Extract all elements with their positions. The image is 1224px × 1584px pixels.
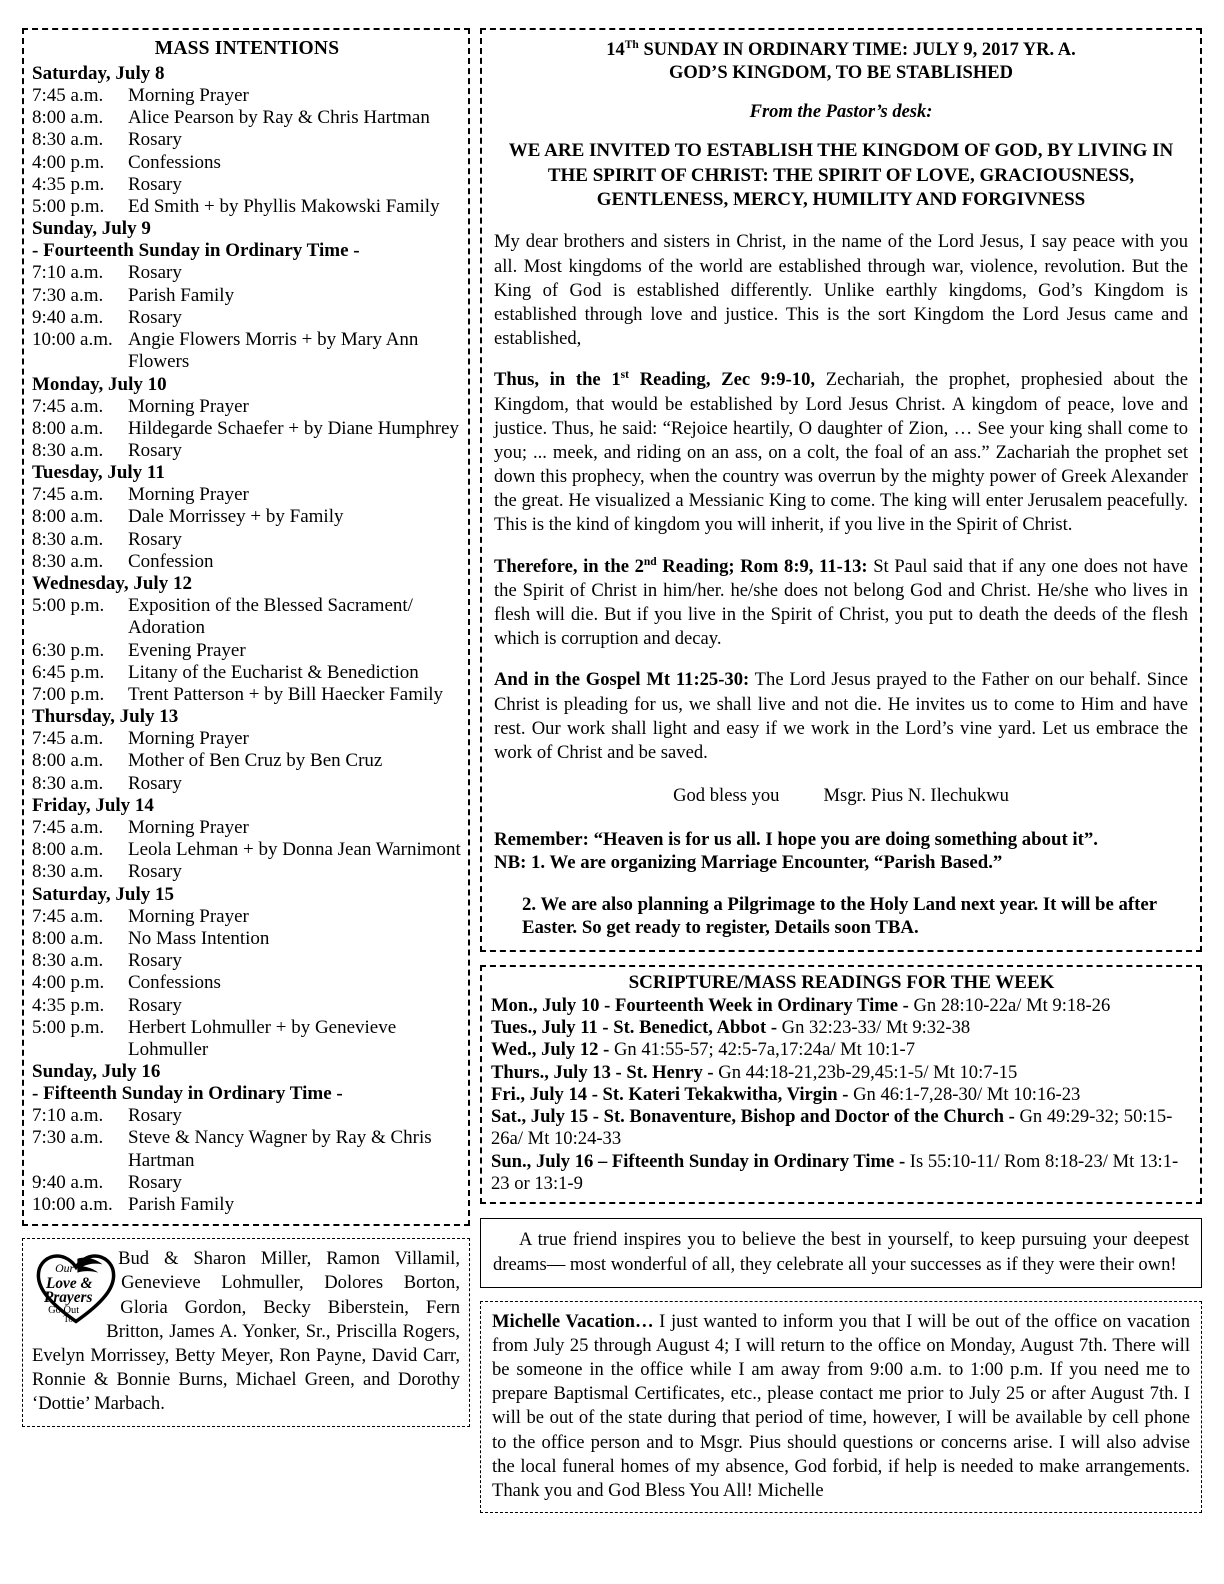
mass-entry-description: Confessions xyxy=(128,151,221,173)
mass-entry-time: 4:35 p.m. xyxy=(32,994,105,1016)
scripture-reading-refs: Gn 41:55-57; 42:5-7a,17:24a/ Mt 10:1-7 xyxy=(609,1039,916,1061)
first-reading-paragraph xyxy=(494,368,1188,537)
mass-day-heading: Thursday, July 13 xyxy=(32,706,179,728)
mass-day-heading: Tuesday, July 11 xyxy=(32,462,165,484)
scripture-reading-day: Fri., July 14 - St. Kateri Tekakwitha, Virgin - xyxy=(491,1083,849,1105)
mass-entry-time: 6:30 p.m. xyxy=(32,639,105,661)
pastor-signature-line xyxy=(494,785,1188,807)
pastor-message-box xyxy=(480,28,1202,952)
mass-entry-time: 7:45 a.m. xyxy=(32,728,104,750)
mass-entry-description: Rosary xyxy=(128,129,182,151)
mass-entry-time: 8:30 a.m. xyxy=(32,129,104,151)
michelle-vacation-lead: Michelle Vacation… xyxy=(492,1310,654,1332)
mass-entry-row xyxy=(32,1172,462,1194)
mass-entry-description: Ed Smith + by Phyllis Makowski Family xyxy=(128,196,440,218)
second-reading-body: St Paul said that if any one does not have the Spirit of Christ in him/her. he/she does not belong God and Christ. He/she who lives in flesh will die. But if you live in the Spirit of Christ, you put to death the deeds of the flesh which is corruption and decay. xyxy=(494,555,1189,650)
michelle-vacation-text xyxy=(492,1310,1190,1503)
mass-entry-time: 7:45 a.m. xyxy=(32,816,104,838)
mass-entry-time: 7:00 p.m. xyxy=(32,684,105,705)
mass-entry-time: 8:00 a.m. xyxy=(32,750,104,772)
mass-entry-time: 7:45 a.m. xyxy=(32,395,104,417)
mass-intentions-list xyxy=(32,63,462,1216)
two-column-layout xyxy=(22,28,1202,1513)
pastor-name: Msgr. Pius N. Ilechukwu xyxy=(823,785,1009,807)
mass-entry-description: Morning Prayer xyxy=(128,905,249,927)
right-column xyxy=(480,28,1202,1513)
nb-item-1: NB: 1. We are organizing Marriage Encounter, “Parish Based.” xyxy=(494,852,1003,874)
mass-entry-description: Alice Pearson by Ray & Chris Hartman xyxy=(128,107,430,129)
scripture-reading-refs: Gn 28:10-22a/ Mt 9:18-26 xyxy=(908,994,1111,1016)
gospel-body: The Lord Jesus prayed to the Father on our behalf. Since Christ is pleading for us, we shall live and not die. He invites us to come to Him and have rest. Our work shall light and easy if we work in the Lord’s vine yard. Let us embrace the work of Christ and be saved. xyxy=(494,669,1188,763)
mass-entry-description: Rosary xyxy=(128,1171,182,1193)
svg-text:Go Out: Go Out xyxy=(48,1305,80,1317)
mass-entry-row xyxy=(32,262,462,284)
mass-entry-row xyxy=(32,1017,462,1061)
gospel-paragraph xyxy=(494,668,1188,765)
mass-entry-row xyxy=(32,129,462,151)
mass-entry-row xyxy=(32,928,462,950)
mass-entry-time: 7:30 a.m. xyxy=(32,284,104,306)
mass-entry-time: 8:00 a.m. xyxy=(32,506,104,528)
second-reading-citation: Reading; Rom 8:9, 11-13: xyxy=(656,555,868,577)
second-reading-paragraph xyxy=(494,555,1188,652)
mass-intentions-title: MASS INTENTIONS xyxy=(154,38,340,59)
mass-entry-time: 7:10 a.m. xyxy=(32,1105,104,1127)
mass-entry-description: Exposition of the Blessed Sacrament/ Adoration xyxy=(128,595,413,639)
scripture-reading-line xyxy=(491,1017,1192,1039)
scripture-reading-line xyxy=(491,995,1192,1017)
mass-entry-row xyxy=(32,85,462,107)
mass-entry-row xyxy=(32,839,462,861)
scripture-readings-list xyxy=(491,995,1192,1196)
mass-entry-description: Parish Family xyxy=(128,284,235,306)
mass-entry-time: 7:45 a.m. xyxy=(32,905,104,927)
scripture-reading-day: Thurs., July 13 - St. Henry - xyxy=(491,1061,714,1083)
svg-text:Prayers: Prayers xyxy=(43,1289,93,1307)
scripture-reading-refs: Gn 49:29-32; 50:15-26a/ Mt 10:24-33 xyxy=(491,1106,1173,1150)
michelle-vacation-box xyxy=(480,1301,1202,1513)
mass-entry-row xyxy=(32,750,462,772)
mass-entry-time: 7:45 a.m. xyxy=(32,85,104,107)
mass-entry-time: 8:30 a.m. xyxy=(32,772,104,794)
scripture-reading-refs: Gn 44:18-21,23b-29,45:1-5/ Mt 10:7-15 xyxy=(713,1061,1018,1083)
mass-entry-time: 5:00 p.m. xyxy=(32,196,105,218)
heading-date-text: SUNDAY IN ORDINARY TIME: JULY 9, 2017 YR. A. xyxy=(638,40,1076,61)
mass-entry-description: Angie Flowers Morris + by Mary Ann Flowers xyxy=(128,329,419,373)
left-column xyxy=(22,28,470,1427)
mass-entry-description: Litany of the Eucharist & Benediction xyxy=(128,661,419,683)
scripture-reading-day: Tues., July 11 - St. Benedict, Abbot - xyxy=(491,1016,778,1038)
mass-entry-row xyxy=(32,640,462,662)
mass-entry-time: 8:30 a.m. xyxy=(32,861,104,883)
mass-entry-time: 9:40 a.m. xyxy=(32,306,104,328)
friendship-quote-text: A true friend inspires you to believe the best in yourself, to keep pursuing your deepest dreams— most wonderful of all, they celebrate all your successes as if they were their own! xyxy=(493,1229,1189,1275)
mass-entry-time: 10:00 a.m. xyxy=(32,329,113,351)
mass-entry-description: Morning Prayer xyxy=(128,395,249,417)
mass-entry-description: Confessions xyxy=(128,972,221,994)
mass-entry-time: 8:00 a.m. xyxy=(32,839,104,861)
mass-day-heading: Monday, July 10 xyxy=(32,373,167,395)
love-and-prayers-heart-icon xyxy=(34,1249,118,1327)
mass-entry-description: Rosary xyxy=(128,772,182,794)
mass-entry-row xyxy=(32,529,462,551)
scripture-readings-box xyxy=(480,965,1202,1205)
mass-entry-row xyxy=(32,684,462,706)
scripture-reading-refs: Gn 46:1-7,28-30/ Mt 10:16-23 xyxy=(848,1083,1081,1105)
mass-entry-time: 7:10 a.m. xyxy=(32,262,104,284)
mass-entry-description: Mother of Ben Cruz by Ben Cruz xyxy=(128,750,383,772)
mass-entry-description: Morning Prayer xyxy=(128,85,249,107)
scripture-reading-day: Sat., July 15 - St. Bonaventure, Bishop and Doctor of the Church - xyxy=(491,1106,1015,1128)
mass-entry-time: 9:40 a.m. xyxy=(32,1171,104,1193)
mass-entry-description: Trent Patterson + by Bill Haecker Family xyxy=(128,684,444,705)
scripture-reading-day: Sun., July 16 – Fifteenth Sunday in Ordinary Time - xyxy=(491,1150,906,1172)
mass-entry-time: 5:00 p.m. xyxy=(32,595,105,617)
second-reading-lead-pre: Therefore, in the 2 xyxy=(494,555,644,577)
mass-entry-row xyxy=(32,950,462,972)
svg-text:To..: To.. xyxy=(63,1314,78,1325)
mass-entry-row xyxy=(32,329,462,373)
mass-entry-row xyxy=(32,595,462,639)
mass-entry-time: 8:30 a.m. xyxy=(32,550,104,572)
mass-entry-row xyxy=(32,1105,462,1127)
mass-entry-time: 8:00 a.m. xyxy=(32,417,104,439)
svg-text:Our: Our xyxy=(55,1261,75,1276)
prayer-list-names: Bud & Sharon Miller, Ramon Villamil, Genevieve Lohmuller, Dolores Borton, Gloria Gordon, Becky Biberstein, Fern Britton, James A. Yonker, Sr., Priscilla Rogers, Evelyn Morrissey, Betty Meyer, Ron Payne, David Carr, Ronnie & Bonnie Burns, Michael Green, and Dorothy ‘Dottie’ Marbach. xyxy=(32,1248,460,1415)
pastor-claim-statement: WE ARE INVITED TO ESTABLISH THE KINGDOM OF GOD, BY LIVING IN THE SPIRIT OF CHRIST: THE SPIRIT OF LOVE, GRACIOUSNESS, GENTLENESS, MERCY, HUMILITY AND FORGIVNESS xyxy=(508,140,1174,211)
mass-entry-description: Herbert Lohmuller + by Genevieve Lohmuller xyxy=(128,1016,397,1060)
mass-entry-row xyxy=(32,307,462,329)
mass-entry-time: 8:00 a.m. xyxy=(32,107,104,129)
mass-entry-row xyxy=(32,418,462,440)
mass-entry-row xyxy=(32,1127,462,1171)
mass-entry-time: 7:30 a.m. xyxy=(32,1127,104,1149)
mass-entry-row xyxy=(32,773,462,795)
mass-entry-description: No Mass Intention xyxy=(128,927,270,949)
prayer-list-box xyxy=(22,1238,470,1426)
bulletin-heading xyxy=(494,38,1188,85)
first-reading-citation: Reading, Zec 9:9-10, xyxy=(629,369,816,391)
mass-entry-row xyxy=(32,506,462,528)
mass-entry-description: Hildegarde Schaefer + by Diane Humphrey xyxy=(128,417,459,439)
mass-entry-description: Rosary xyxy=(128,994,182,1016)
mass-entry-row xyxy=(32,174,462,196)
mass-entry-time: 4:35 p.m. xyxy=(32,173,105,195)
mass-entry-row xyxy=(32,861,462,883)
heading-number: 14 xyxy=(606,40,625,61)
scripture-reading-line xyxy=(491,1062,1192,1084)
mass-entry-time: 10:00 a.m. xyxy=(32,1194,113,1216)
mass-entry-row xyxy=(32,107,462,129)
gospel-citation: And in the Gospel Mt 11:25-30: xyxy=(494,669,750,691)
mass-entry-row xyxy=(32,906,462,928)
mass-entry-row xyxy=(32,484,462,506)
mass-entry-time: 4:00 p.m. xyxy=(32,972,105,994)
mass-day-heading: Sunday, July 9 xyxy=(32,218,151,240)
first-reading-body: Zechariah, the prophet, prophesied about the Kingdom, that would be established by Lord Jesus Christ. A kingdom of peace, love and justice. Thus, he said: “Rejoice heartily, O daughter of Zion, … See your king shall come to you; ... meek, and riding on an ass, on a colt, the foal of an ass.” Zachariah the prophet set down this prophecy, when the country was overrun by the mighty power of Greek Alexander the great. He visualized a Messianic King to come. The king will enter Jerusalem peacefully. This is the kind of kingdom you will inherit, if you live in the Spirit of Christ. xyxy=(494,369,1188,536)
first-reading-ordinal: st xyxy=(620,369,629,382)
mass-entry-row xyxy=(32,285,462,307)
mass-day-subheading: - Fourteenth Sunday in Ordinary Time - xyxy=(32,240,360,262)
mass-entry-description: Rosary xyxy=(128,306,182,328)
scripture-reading-line xyxy=(491,1084,1192,1106)
scripture-reading-day: Wed., July 12 - xyxy=(491,1039,610,1061)
mass-day-heading: Sunday, July 16 xyxy=(32,1061,161,1083)
mass-entry-row xyxy=(32,662,462,684)
mass-entry-row xyxy=(32,440,462,462)
blessing-text: God bless you xyxy=(673,785,780,807)
mass-day-heading: Friday, July 14 xyxy=(32,794,154,816)
michelle-vacation-body: I just wanted to inform you that I will be out of the office on vacation from July 25 through August 4; I will return to the office on Monday, August 7th. There will be someone in the office while I am away from 9:00 a.m. to 1:00 p.m. If you need me to prepare Baptismal Certificates, etc., please contact me prior to July 25 or after August 7th. I will be out of the state during that period of time, however, I will be available by cell phone to the office person and to Msgr. Pius should questions or concerns arise. I will also advise the local funeral homes of my absence, God forbid, if help is needed to make arrangements. Thank you and God Bless You All! Michelle xyxy=(492,1310,1190,1501)
scripture-reading-day: Mon., July 10 - Fourteenth Week in Ordinary Time - xyxy=(491,994,909,1016)
mass-entry-description: Rosary xyxy=(128,1105,182,1127)
mass-entry-time: 5:00 p.m. xyxy=(32,1016,105,1038)
scripture-reading-refs: Gn 32:23-33/ Mt 9:32-38 xyxy=(777,1016,971,1038)
mass-entry-description: Rosary xyxy=(128,861,182,883)
mass-entry-description: Steve & Nancy Wagner by Ray & Chris Hartman xyxy=(128,1127,432,1171)
mass-day-heading: Saturday, July 15 xyxy=(32,883,175,905)
mass-entry-row xyxy=(32,551,462,573)
scripture-reading-line xyxy=(491,1039,1192,1061)
mass-entry-row xyxy=(32,396,462,418)
mass-entry-time: 8:30 a.m. xyxy=(32,950,104,972)
pastors-desk-label: From the Pastor’s desk: xyxy=(749,102,933,123)
mass-entry-time: 8:30 a.m. xyxy=(32,528,104,550)
scripture-readings-title: SCRIPTURE/MASS READINGS FOR THE WEEK xyxy=(628,971,1055,993)
scripture-reading-refs: Is 55:10-11/ Rom 8:18-23/ Mt 13:1-23 or 13:1-9 xyxy=(491,1150,1179,1195)
mass-day-heading: Wednesday, July 12 xyxy=(32,573,192,595)
mass-entry-description: Dale Morrissey + by Family xyxy=(128,506,344,528)
friendship-quote-box xyxy=(480,1218,1202,1287)
mass-entry-description: Parish Family xyxy=(128,1194,235,1216)
first-reading-lead-pre: Thus, in the 1 xyxy=(494,369,621,391)
pastor-intro-paragraph: My dear brothers and sisters in Christ, in the name of the Lord Jesus, I say peace with you all. Most kingdoms of the world are established through war, violence, revolution. But the King of God is established differently. Unlike earthly kingdoms, God’s Kingdom is established through love and justice. This is the sort Kingdom the Lord Jesus came and established, xyxy=(494,231,1188,350)
svg-text:Love &: Love & xyxy=(46,1275,93,1293)
mass-entry-time: 4:00 p.m. xyxy=(32,151,105,173)
mass-entry-description: Rosary xyxy=(128,528,182,550)
mass-entry-description: Rosary xyxy=(128,262,182,284)
mass-entry-row xyxy=(32,972,462,994)
mass-entry-row xyxy=(32,817,462,839)
mass-intentions-box xyxy=(22,28,470,1226)
mass-entry-row xyxy=(32,995,462,1017)
mass-entry-description: Rosary xyxy=(128,439,182,461)
mass-entry-description: Rosary xyxy=(128,950,182,972)
mass-day-subheading: - Fifteenth Sunday in Ordinary Time - xyxy=(32,1083,343,1105)
mass-entry-description: Confession xyxy=(128,550,214,572)
nb-item-2: 2. We are also planning a Pilgrimage to the Holy Land next year. It will be after Easter. So get ready to register, Details soon TBA. xyxy=(522,894,1157,939)
mass-entry-description: Rosary xyxy=(128,173,182,195)
mass-entry-row xyxy=(32,196,462,218)
mass-day-heading: Saturday, July 8 xyxy=(32,63,165,84)
heading-ordinal-suffix: Th xyxy=(624,39,639,51)
remember-quote: Remember: “Heaven is for us all. I hope you are doing something about it”. xyxy=(494,829,1098,851)
mass-entry-row xyxy=(32,1194,462,1216)
second-reading-ordinal: nd xyxy=(643,555,657,568)
mass-entry-description: Leola Lehman + by Donna Jean Warnimont xyxy=(128,839,461,861)
mass-entry-description: Morning Prayer xyxy=(128,484,249,506)
mass-entry-row xyxy=(32,728,462,750)
heading-theme: GOD’S KINGDOM, TO BE STABLISHED xyxy=(669,63,1013,84)
mass-entry-time: 8:30 a.m. xyxy=(32,439,104,461)
mass-entry-description: Morning Prayer xyxy=(128,728,249,750)
scripture-reading-line xyxy=(491,1151,1192,1196)
mass-entry-description: Evening Prayer xyxy=(128,639,246,661)
mass-entry-description: Morning Prayer xyxy=(128,816,249,838)
mass-entry-time: 7:45 a.m. xyxy=(32,484,104,506)
mass-entry-time: 6:45 p.m. xyxy=(32,661,105,683)
mass-entry-row xyxy=(32,152,462,174)
scripture-reading-line xyxy=(491,1106,1192,1151)
mass-entry-time: 8:00 a.m. xyxy=(32,927,104,949)
